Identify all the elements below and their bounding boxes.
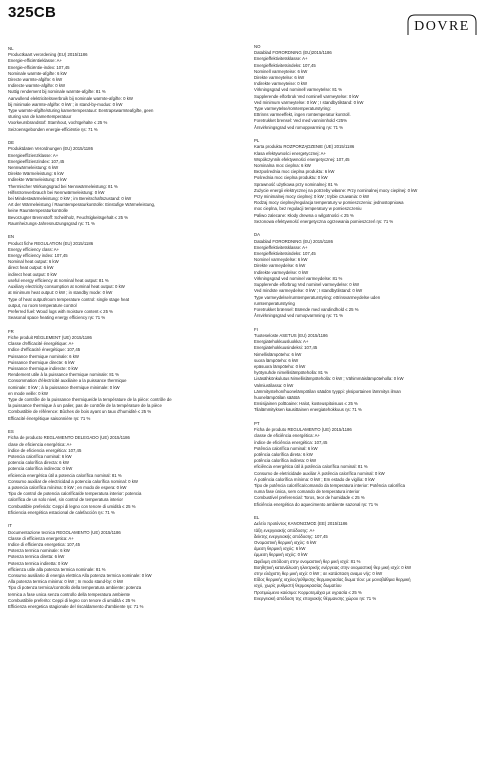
spec-line: classe de eficiência energética: A+	[254, 433, 321, 439]
spec-line: Ωφέλιμη απόδοση στην ονομαστική θερ μική ισχύ: 81 %	[254, 558, 361, 564]
language-code: EN	[8, 234, 14, 240]
spec-line: bei Mindestwärmeleistung: 0 kW ; im Bereitschaftszustand: 0 kW	[8, 196, 132, 202]
spec-line: Nominale warmte-afgifte: 6 kW	[8, 70, 67, 76]
spec-line: Aanvullend elektriciteitsverbruik bij nominale warmte-afgifte: 0 kW	[8, 95, 133, 101]
spec-line: eficiencia energética útil a potencia calorífica nominal: 81 %	[8, 472, 122, 478]
language-code: FR	[8, 328, 14, 334]
spec-line: Energieffektivitetsindeks: 107,45	[254, 62, 316, 68]
spec-line: Produktdaten Verordnungen (EU) 2015/1186	[8, 146, 93, 152]
spec-line: Δελτίο προϊόντος ΚΑΝΟΝΙΣΜΟΣ (ΕΕ) 2015/1186	[254, 521, 348, 527]
spec-line: Productkaart verordening (EU) 2015/1186	[8, 52, 88, 58]
spec-line: rumtemperaturstyring	[254, 300, 295, 306]
spec-line: Indirekte varmeyteise: 0 kW	[254, 81, 308, 87]
spec-line: Energieeffizienzklasse: A+	[8, 152, 59, 158]
spec-line: Type varmeytelse/romtemperaturstyring:	[254, 106, 331, 112]
spec-line: Nominel varmeydelse: 6 kW	[254, 257, 308, 263]
section-nl	[8, 46, 233, 133]
language-code: DE	[8, 140, 14, 146]
spec-line: numa fase única, sem comando de temperatura interior	[254, 489, 360, 495]
language-code: PL	[254, 138, 260, 144]
language-code: ES	[8, 429, 14, 435]
spec-line: Årsvirkningsgrad ved rumopvarmning ηs: 71 %	[254, 313, 344, 319]
spec-line: Potência calorífica nominal: 6 kW	[254, 445, 318, 451]
spec-line: Direkte varmeytelse: 6 kW	[254, 75, 305, 81]
spec-line: τάξη ενεργειακής απόδοσης: A+	[254, 527, 315, 533]
spec-line: Potenza termica diretta: 6 kW	[8, 554, 65, 560]
spec-line: Paliwo zalecane: Kłody drewna o wilgotności ≤ 25 %	[254, 212, 354, 218]
spec-line: Type varmeydelse/rumtemperaturstyring: ettrinsvarmeydelse uden	[254, 294, 381, 300]
spec-line: sturing van de kamertemperatuur	[8, 114, 72, 120]
spec-line: Energy efficiency class: A+	[8, 246, 60, 252]
spec-line: Efficacité énergétique saisonnière ηs: 71 %	[8, 415, 91, 421]
spec-line: Supplerende elforbrug Ved nominel varmeydelse: 0 kW	[254, 282, 360, 288]
spec-line: Supplerende elforbruk Ved nominell varmeytelse: 0 kW	[254, 93, 359, 99]
spec-line: Energy efficiency index: 107,45	[8, 253, 68, 259]
spec-line: Indirekte Wärmeleistung: 0 kW	[8, 177, 67, 183]
spec-line: Eficiência energética do aquecimento ambiente sazonal ηs: 71 %	[254, 501, 379, 507]
spec-line: índice de eficiencia energética: 107,45	[8, 447, 82, 453]
spec-line: termica a fase unica senza controllo della temperatura ambiente	[8, 591, 131, 597]
section-pt	[254, 421, 486, 508]
spec-line: Eficiencia energética estacional de calefacción ηs: 71 %	[8, 509, 115, 515]
spec-line: output, no room temperature control	[8, 302, 77, 308]
language-code: DA	[254, 232, 260, 238]
spec-line: Indice di efficienza energetica: 107,45	[8, 541, 81, 547]
spec-line: Indirecte warmte-afgifte: 0 kW	[8, 83, 66, 89]
spec-line: Puissance thermique directe: 6 kW	[8, 359, 75, 365]
spec-line: Zużycie energii elektrycznej na potrzeby własne: Przy nominalnej mocy cieplnej: 0 kW	[254, 187, 418, 193]
spec-line: keine Raumtemperaturkontrolle	[8, 208, 68, 214]
spec-line: Documentazione tecnica REGOLAMENTO (UE) 2015/1186	[8, 529, 121, 535]
section-no	[254, 44, 486, 131]
spec-line: hyötysuhde nimellislämpöteholla: 81 %	[254, 370, 329, 376]
language-code: PT	[254, 420, 260, 426]
spec-line: Datablad FORORDNING (EU) 2015/1186	[254, 238, 333, 244]
spec-line: Tipo de potência calorífica/comando da temperatura interior: Potência calorífica	[254, 482, 406, 488]
spec-line: Energie-efficiëntieklasse: A+	[8, 58, 63, 64]
spec-line: Βοηθητική κατανάλωση ηλεκτρικής ενέργειας στην ονομαστική θερ μική ισχύ: 0 kW	[254, 564, 412, 570]
spec-line: Indirekte varmeydelse: 0 kW	[254, 269, 309, 275]
spec-line: potência calorífica indireta: 0 kW	[254, 458, 317, 464]
spec-line: Προτιμώμενο καύσιμο: Κορμοτεμάχια με υγρασία ≤ 25 %	[254, 589, 362, 595]
spec-line: potencia calorífica directa: 6 kW	[8, 460, 69, 466]
spec-line: direct heat output: 6 kW	[8, 265, 54, 271]
spec-line: Consumo auxiliar de electricidad a potencia calorífica nominal: 0 kW	[8, 478, 138, 484]
spec-line: Energie-efficiëntie-index: 107,45	[8, 64, 70, 70]
section-en	[8, 234, 233, 321]
spec-line: potência calorífica direta: 6 kW	[254, 451, 313, 457]
spec-line: Lämmitystehon/huonelämpötilan säädön tyyppi: yksiportainen lämmitys ilman	[254, 388, 401, 394]
spec-line: la puissance thermique à un palier, pas de contrôle de la température de la pièce	[8, 403, 162, 409]
spec-line: έμμεση θερμική ισχύς: 0 kW	[254, 552, 308, 558]
spec-line: Είδος θερμικής ισχύος/ρύθμισης θερμοκρασίας δωμα τίου: με μονοβάθμια θερμική	[254, 577, 411, 583]
spec-line: calorífica de un solo nivel, sin control de temperatura interior	[8, 497, 123, 503]
spec-line: Klasa efektywności energetycznej: A+	[254, 150, 327, 156]
spec-line: Energieffektivitetsklasse: A+	[254, 56, 308, 62]
spec-line: Fiche produit RÈGLEMENT (UE) 2015/1186	[8, 334, 92, 340]
spec-line: Direkte varmeydelse: 6 kW	[254, 263, 306, 269]
spec-line: Raumheizungs-Jahresnutzungsgrad ηs: 71 %	[8, 220, 95, 226]
spec-line: useful energy efficiency at nominal heat output: 81 %	[8, 277, 109, 283]
spec-line: suora lämpöteho: 6 kW	[254, 357, 299, 363]
spec-line: efficienza utile alla potenza termica nominale: 81 %	[8, 566, 106, 572]
spec-line: Puissance thermique nominale: 6 kW	[8, 353, 79, 359]
spec-line: indirect heat output: 0 kW	[8, 271, 57, 277]
language-code: NO	[254, 44, 261, 49]
spec-line: Potenza termica nominale: 6 kW	[8, 548, 70, 554]
spec-line: άμεση θερμική ισχύς: 6 kW	[254, 546, 306, 552]
section-fi	[254, 327, 486, 414]
spec-line: eficiência energética útil à potência calorífica nominal: 81 %	[254, 464, 368, 470]
spec-line: bij minimale warmte-afgifte: 0 kW ; in stand-by-modus: 0 kW	[8, 101, 123, 107]
spec-line: Consommation d'électricité auxiliaire a la puissance thermique	[8, 378, 127, 384]
spec-line: Puissance thermique indirecte: 0 kW	[8, 365, 78, 371]
spec-line: Współczynnik efektywności energetycznej: 107,45	[254, 156, 350, 162]
spec-line: Ved mindste varmeydelse: 0 kW ; I standbytilstand: 0 kW	[254, 288, 363, 294]
spec-line: À potência calorífica mínima: 0 kW ; Em estado de vigília: 0 kW	[254, 476, 375, 482]
spec-line: Karta produktu ROZPORZĄDZENIE (UE) 2015/1186	[254, 144, 355, 150]
spec-line: Nominell varmeyteise: 6 kW	[254, 68, 308, 74]
spec-line: Seasonal space heating energy efficiency ηs: 71 %	[8, 315, 106, 321]
spec-line: Type de contrôle de la puissance thermique/de la température de la pièce: contrôle de	[8, 396, 172, 402]
section-de	[8, 140, 233, 227]
spec-line: Art der Wärmeleistung / Raumtemperaturkontrolle: Einstufige Wärmeleistung,	[8, 202, 156, 208]
section-pl	[254, 138, 486, 225]
spec-line: Energiatehokkuusindeksi: 107,45	[254, 345, 318, 351]
language-code: EL	[254, 515, 260, 521]
spec-line: Indice d'efficacité énergétique: 107,45	[8, 347, 81, 353]
spec-line: Combustível preferencial: Toros, teor de humidade ≤ 25 %	[254, 495, 365, 501]
spec-line: Energieffektivitetsindeks: 107,45	[254, 251, 316, 257]
spec-line: Nominal heat output: 6 kW	[8, 259, 59, 265]
spec-line: epäsuora lämpöteho: 0 kW	[254, 363, 306, 369]
spec-line: nominale: 0 kW ; à la puissance thermique minimale: 0 kW	[8, 384, 120, 390]
spec-line: Datablad FORORDNING (EU)2015/1186	[254, 50, 332, 56]
spec-line: Combustibile preferito: Ceppi di legno con tenore di umidità ≤ 25 %	[8, 597, 136, 603]
spec-line: Ved minimum varmeytelse: 0 kW ; I standbytilstand: 0 kW	[254, 99, 364, 105]
section-da	[254, 232, 486, 319]
spec-line: Nimellislämpöteho: 6 kW	[254, 351, 302, 357]
spec-line: Alla potenza termica minima: 0 kW ; In modo stand-by: 0 kW	[8, 579, 124, 585]
language-code: FI	[254, 326, 258, 332]
spec-line: Bevorzugter Brennstoff: Scheitholz, Feuchtigkeitsgehalt ≤ 25 %	[8, 214, 129, 220]
spec-line: Sprawność użytkowa przy nominalnej: 81 %	[254, 181, 338, 187]
spec-line: Przy minimalnej mocy cieplnej: 0 kW ; trybie czuwania: 0 kW	[254, 194, 370, 200]
spec-line: Foretrukket brænsel: Brænde med vandindhold ≤ 25 %	[254, 306, 359, 312]
spec-line: Virkningsgrad ved nominell varmeytelse: 81 %	[254, 87, 343, 93]
spec-line: índice de eficiência energética: 107,45	[254, 439, 328, 445]
spec-line: Combustible de référence: Bûches de bois ayant un taux d'humidité ≤ 25 %	[8, 409, 152, 415]
spec-line: Thermischer Wirkungsgrad bei Nennwärmeleistung: 81 %	[8, 183, 118, 189]
brand-name: DOVRE	[414, 19, 470, 34]
spec-line: Foretrukket brensel: Ved med vanninnhold <25%	[254, 118, 348, 124]
section-fr	[8, 329, 233, 422]
spec-line: στην ελάχιστη θερ μική ισχύ: 0 kW ; σε κατάσταση αναμο νής: 0 kW	[254, 571, 383, 576]
section-el	[254, 515, 486, 602]
section-es	[8, 429, 233, 516]
spec-line: clase de eficiencia energética: A+	[8, 441, 72, 447]
spec-line: Voorkeursbrandstof: Stamhout, vochtgehalte ≤ 25 %	[8, 120, 108, 126]
spec-line: Lisäsähkönkulutus Nimellislämpöteholla: 0 kW ; Vähimmäislämpöteholla: 0 kW	[254, 376, 404, 382]
spec-line: Energieeffizienzindex: 107,45	[8, 158, 65, 164]
spec-line: Rendement utile à la puissance thermique nominale: 81 %	[8, 372, 120, 378]
spec-line: Ficha de producto REGLAMENTO DELEGADO (UE) 2015/1186	[8, 435, 130, 441]
brand-logo	[404, 14, 480, 36]
spec-line: Nuttig rendement bij nominale warmte-afgifte: 81 %	[8, 89, 106, 95]
section-it	[8, 523, 233, 610]
spec-line: moc cieplna, bez regulacji temperatury w pomieszczeniu	[254, 206, 362, 212]
spec-line: Ονομαστική θερμική ισχύς: 6 kW	[254, 539, 317, 545]
spec-line: Classe d'efficacité énergétique: A+	[8, 341, 74, 347]
spec-line: Ensisijainen polttoaine: Halot, kosteuspitoisuus ≤ 25 %	[254, 401, 358, 407]
spec-line: Valmiustilassa: 0 kW	[254, 382, 294, 388]
spec-line: a potencia calorífica mínima: 0 kW ; en modo de espera: 0 kW	[8, 484, 127, 490]
spec-line: Nennwärmeleistung: 6 kW	[8, 165, 59, 171]
spec-line: Preferred fuel: Wood logs with moisture content ≤ 25 %	[8, 308, 113, 314]
model-number: 325CB	[8, 4, 57, 21]
spec-line: Tipo de control de potencia calorífica/de temperatura interior: potencia	[8, 491, 142, 497]
spec-line: Virkningsgrad ved nominel varmeydelse: 81 %	[254, 275, 343, 281]
spec-line: δείκτης ενεργειακής απόδοσης: 107,45	[254, 533, 328, 539]
spec-line: Tipo di potenza termica/controllo della temperatura ambiente: potenza	[8, 585, 142, 591]
language-code: NL	[8, 46, 14, 51]
language-code: IT	[8, 523, 12, 529]
spec-line: Pośrednia moc cieplna produktu: 0 kW	[254, 175, 328, 181]
spec-line: Consumo ausiliario di energia elettrica Alla potenza termica nominale: 0 kW	[8, 573, 152, 578]
spec-line: Ficha de produto REGULAMENTO (UE) 2015/1186	[254, 427, 352, 433]
spec-line: en mode veille: 0 kW	[8, 390, 48, 396]
spec-line: huonelämpötilan säätöä	[254, 394, 300, 400]
spec-line: Bezpośrednia moc cieplna produktu: 6 kW	[254, 169, 335, 175]
spec-line: Nominalna moc cieplna: 6 kW	[254, 163, 311, 169]
spec-line: Ενεργειακή απόδοση της εποχιακής θέρμανσης χώρου ηs: 71 %	[254, 595, 377, 601]
spec-line: Classe di efficienza energetica: A+	[8, 535, 74, 541]
spec-line: Årsvirkningsgrad ved romoppvarming ηs: 71 %	[254, 124, 344, 130]
spec-line: Tuoteseloste ASETUS (EU) 2015/1186	[254, 332, 328, 338]
spec-line: Efficienza energetica stagionale del riscaldamento d'ambiente ηs: 71 %	[8, 604, 144, 610]
spec-line: Product fiche REGULATION (EU) 2015/1186	[8, 240, 94, 246]
spec-line: potencia calorífica indirecta: 0 kW	[8, 466, 73, 472]
spec-line: Directe warmte-afgifte: 6 kW	[8, 77, 63, 83]
spec-line: Sezonowa efektywność energetyczna ogrzewania pomieszczeń ηs: 71 %	[254, 218, 394, 224]
spec-line: Seizoensgebonden energie-efficiëntie ηs: 71 %	[8, 126, 98, 132]
spec-line: Energieffektivitetsklasse: A+	[254, 244, 308, 250]
spec-line: Rodzaj mocy cieplnej/regulacja temperatury w pomieszczeniu: jednostopniowa	[254, 200, 404, 206]
spec-line: Type of heat output/room temperature control: single stage heat	[8, 296, 130, 302]
spec-line: Potenza termica indiretta: 0 kW	[8, 560, 68, 566]
spec-line: Consumo de eletricidade auxiliar À potência calorífica nominal: 0 kW	[254, 470, 385, 476]
spec-line: Potencia calorífica nominal: 6 kW	[8, 453, 72, 459]
spec-line: Energiatehokkuusluokka: A+	[254, 339, 309, 345]
spec-line: Ettrinns varmeeffekt, ingen romtemperatur kontroll.	[254, 112, 351, 118]
spec-line: at minimum heat output: 0 kW ; in standby mode: 0 kW	[8, 290, 113, 296]
spec-line: Tilalämmityksen kausittainen energiatehokkuus ηs: 71 %	[254, 407, 362, 413]
left-column	[8, 46, 233, 618]
spec-line: Hilfsstromverbrauch bei Nennwärmeleistung: 0 kW	[8, 189, 105, 195]
spec-line: Auxiliary electricity consumption at nominal heat output: 0 kW	[8, 284, 125, 290]
right-column	[254, 44, 486, 609]
spec-line: Type warmte-afgifte/sturing kamertemperatuur: Eentrapswarmteafgifte, geen	[8, 108, 154, 114]
spec-line: ισχύ, χωρίς ρυθμιστή θερμοκρασίας δωματίου	[254, 583, 342, 589]
spec-line: Combustible preferido: Ceppi di legno con tenore di umidità ≤ 25 %	[8, 503, 136, 509]
spec-line: Direkte Wärmeleistung: 6 kW	[8, 171, 64, 177]
